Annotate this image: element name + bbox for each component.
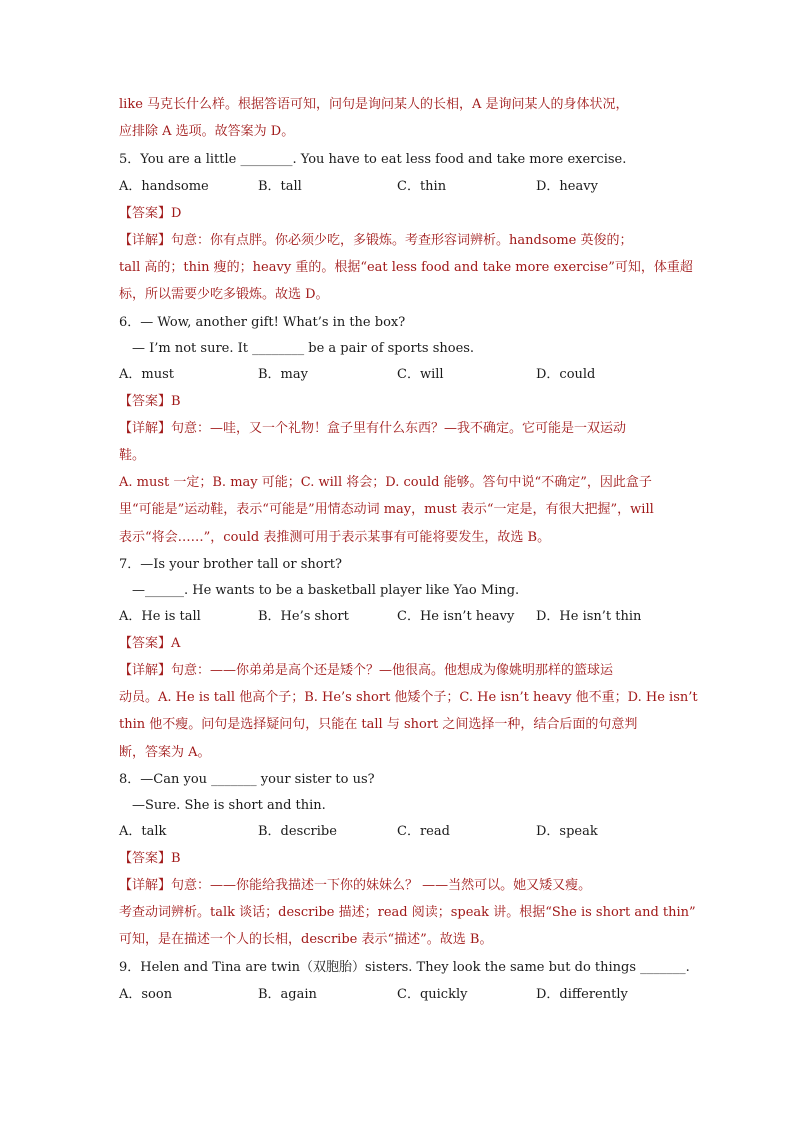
question-5-explanation: 【详解】句意：你有点胖。你必须少吃，多锻炼。考查形容词辨析。handsome 英俊的； <box>119 233 633 248</box>
option-d: D．He isn’t thin <box>536 609 642 624</box>
question-7-explanation: 断，答案为 A。 <box>119 745 211 760</box>
explanation-line: like 马克长什么样。根据答语可知，问句是询问某人的长相，A 是询问某人的身体状况， <box>119 97 629 112</box>
option-c: C．quickly <box>397 987 468 1002</box>
question-7-stem: 7．—Is your brother tall or short? <box>119 557 342 572</box>
option-a: A．He is tall <box>119 609 201 624</box>
question-7-stem: —______. He wants to be a basketball player like Yao Ming. <box>132 583 520 598</box>
option-c: C．He isn’t heavy <box>397 609 515 624</box>
option-c: C．will <box>397 367 444 382</box>
option-a: A．talk <box>119 824 167 839</box>
question-6-stem: 6．— Wow, another gift! What’s in the box? <box>119 315 406 330</box>
option-d: D．speak <box>536 824 598 839</box>
question-8-stem: —Sure. She is short and thin. <box>132 798 326 813</box>
question-5-explanation: tall 高的；thin 瘦的；heavy 重的。根据“eat less food and take more exercise”可知，体重超 <box>119 260 693 275</box>
option-b: B．describe <box>258 824 337 839</box>
question-6-explanation: 表示“将会……”，could 表推测可用于表示某事有可能将要发生，故选 B。 <box>119 530 551 545</box>
question-5-stem: 5．You are a little ________. You have to eat less food and take more exercise. <box>119 152 627 167</box>
option-c: C．thin <box>397 179 447 194</box>
option-a: A．soon <box>119 987 173 1002</box>
question-7-answer: 【答案】A <box>119 636 181 651</box>
question-7-explanation: thin 他不瘦。问句是选择疑问句，只能在 tall 与 short 之间选择一种，结合后面的句意判 <box>119 717 638 732</box>
option-d: D．could <box>536 367 596 382</box>
option-d: D．heavy <box>536 179 598 194</box>
question-8-explanation: 考查动词辨析。talk 谈话；describe 描述；read 阅读；speak 讲。根据“She is short and thin” <box>119 905 696 920</box>
option-b: B．He’s short <box>258 609 349 624</box>
option-c: C．read <box>397 824 450 839</box>
question-7-explanation: 动员。A. He is tall 他高个子；B. He’s short 他矮个子；C. He isn’t heavy 他不重；D. He isn’t <box>119 690 698 705</box>
question-8-answer: 【答案】B <box>119 851 181 866</box>
option-b: B．again <box>258 987 317 1002</box>
option-b: B．may <box>258 367 308 382</box>
question-6-stem: — I’m not sure. It ________ be a pair of sports shoes. <box>132 341 475 356</box>
question-6-explanation: 里“可能是”运动鞋，表示“可能是”用情态动词 may，must 表示“一定是，有很大把握”，will <box>119 502 654 517</box>
question-8-explanation: 可知，是在描述一个人的长相，describe 表示“描述”。故选 B。 <box>119 932 493 947</box>
question-9-stem: 9．Helen and Tina are twin（双胞胎）sisters. They look the same but do things _______. <box>119 960 690 975</box>
option-b: B．tall <box>258 179 302 194</box>
question-6-explanation: A. must 一定；B. may 可能；C. will 将会；D. could 能够。答句中说“不确定”，因此盒子 <box>119 475 652 490</box>
question-8-stem: 8．—Can you _______ your sister to us? <box>119 772 375 787</box>
question-6-explanation: 【详解】句意：—哇，又一个礼物！盒子里有什么东西？—我不确定。它可能是一双运动 <box>119 421 627 436</box>
option-d: D．differently <box>536 987 628 1002</box>
option-a: A．must <box>119 367 174 382</box>
option-a: A．handsome <box>119 179 209 194</box>
question-8-explanation: 【详解】句意：——你能给我描述一下你的妹妹么？ ——当然可以。她又矮又瘦。 <box>119 878 592 893</box>
explanation-line: 应排除 A 选项。故答案为 D。 <box>119 124 295 139</box>
question-5-answer: 【答案】D <box>119 206 182 221</box>
question-5-explanation: 标，所以需要少吃多锻炼。故选 D。 <box>119 287 329 302</box>
question-6-answer: 【答案】B <box>119 394 181 409</box>
question-7-explanation: 【详解】句意：——你弟弟是高个还是矮个？—他很高。他想成为像姚明那样的篮球运 <box>119 663 614 678</box>
question-6-explanation: 鞋。 <box>119 448 146 463</box>
